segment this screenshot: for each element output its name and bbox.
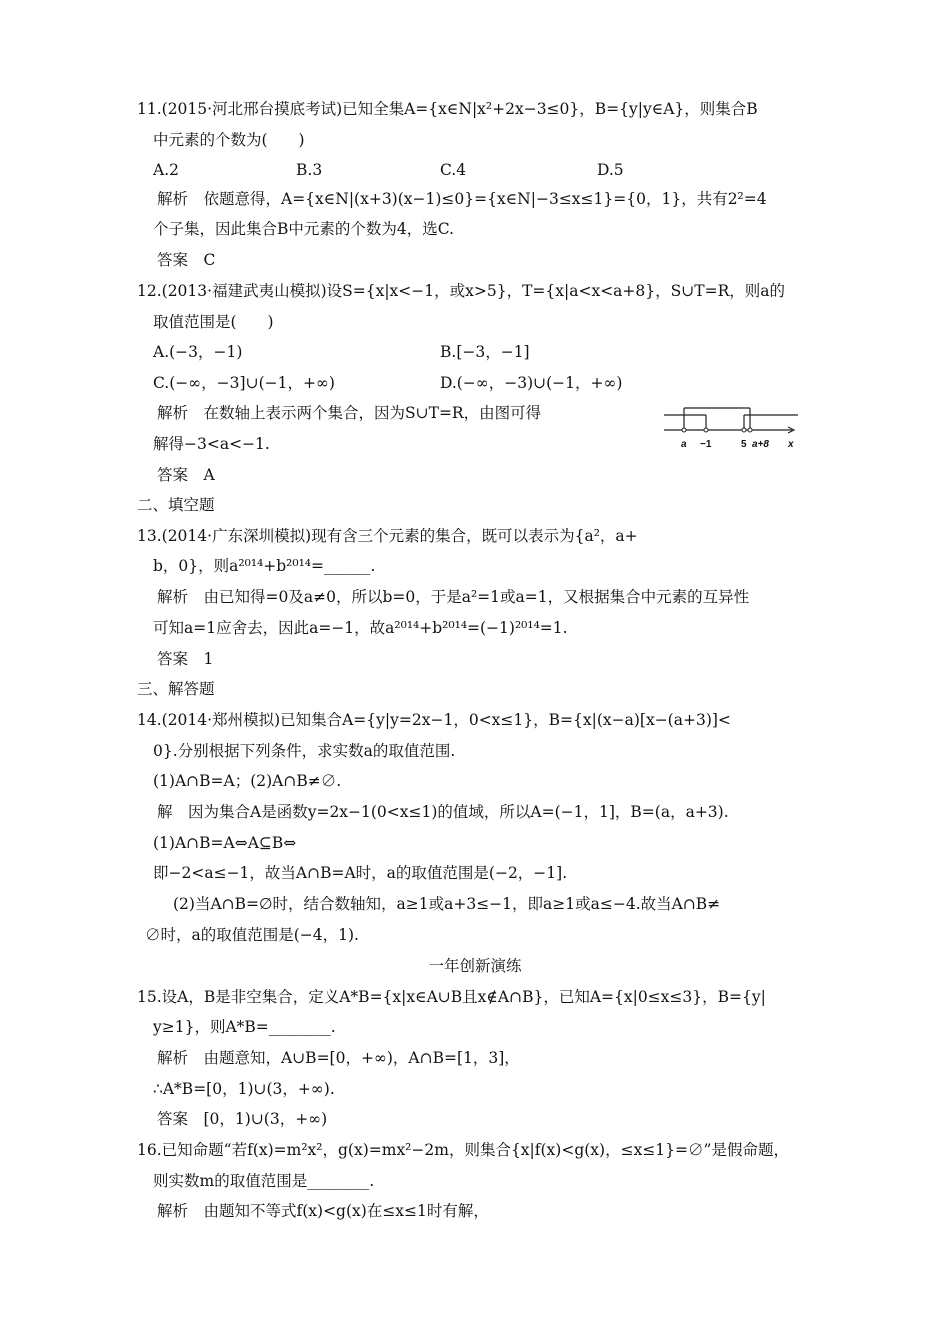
- q16-stem-line2: 则实数m的取值范围是________.: [153, 1172, 375, 1190]
- q11-option-a: A.2: [153, 161, 179, 179]
- q13-stem-line2: b，0}，则a²⁰¹⁴+b²⁰¹⁴=______.: [153, 557, 376, 575]
- q13-answer: 答案 1: [157, 650, 214, 668]
- q13-stem-line1: 13.(2014·广东深圳模拟)现有含三个元素的集合，既可以表示为{a²，a+: [137, 527, 638, 545]
- q15-solution-line1: 解析 由题意知，A∪B=[0，+∞)，A∩B=[1，3]，: [157, 1049, 520, 1067]
- q15-stem-line2: y≥1}，则A*B=________.: [153, 1018, 336, 1036]
- q12-solution-line1: 解析 在数轴上表示两个集合，因为S∪T=R，由图可得: [157, 404, 542, 422]
- label-a: a: [681, 439, 687, 450]
- q12-stem-line1: 12.(2013·福建武夷山模拟)设S={x|x<−1，或x>5}，T={x|a<x<a+8}，S∪T=R，则a的: [137, 282, 785, 300]
- q11-solution-line2: 个子集，因此集合B中元素的个数为4，选C.: [153, 220, 454, 238]
- q15-answer: 答案 [0，1)∪(3，+∞): [157, 1110, 328, 1128]
- q13-solution-line2: 可知a=1应舍去，因此a=−1，故a²⁰¹⁴+b²⁰¹⁴=(−1)²⁰¹⁴=1.: [153, 619, 568, 637]
- q15-stem-line1: 15.设A，B是非空集合，定义A*B={x|x∈A∪B且x∉A∩B}，已知A={x|0≤x≤3}，B={y|: [137, 988, 766, 1006]
- q16-solution-line1: 解析 由题知不等式f(x)<g(x)在≤x≤1时有解，: [157, 1202, 489, 1220]
- q12-option-c: C.(−∞，−3]∪(−1，+∞): [153, 374, 335, 392]
- q14-conditions: (1)A∩B=A；(2)A∩B≠∅.: [153, 772, 342, 790]
- q11-option-d: D.5: [597, 161, 624, 179]
- section-innovation-heading: 一年创新演练: [428, 957, 522, 975]
- q14-stem-line2: 0}.分别根据下列条件，求实数a的取值范围.: [153, 742, 456, 760]
- section-solve-heading: 三、解答题: [137, 680, 215, 698]
- q11-solution-line1: 解析 依题意得，A={x∈N|(x+3)(x−1)≤0}={x∈N|−3≤x≤1}={0，1}，共有2²=4: [157, 190, 767, 208]
- point-5: [742, 428, 746, 432]
- q12-answer: 答案 A: [157, 466, 215, 484]
- q11-option-b: B.3: [296, 161, 323, 179]
- q11-answer: 答案 C: [157, 251, 216, 269]
- q16-stem-line1: 16.已知命题“若f(x)=m²x²，g(x)=mx²−2m，则集合{x|f(x)<g(x)，≤x≤1}=∅”是假命题，: [137, 1141, 789, 1159]
- q14-stem-line1: 14.(2014·郑州模拟)已知集合A={y|y=2x−1，0<x≤1}，B={x|(x−a)[x−(a+3)]<: [137, 711, 731, 729]
- q11-stem-line2: 中元素的个数为( ): [153, 131, 305, 149]
- label-5: 5: [741, 439, 747, 450]
- point-a-plus-8: [748, 428, 752, 432]
- q11-option-c: C.4: [440, 161, 467, 179]
- point-neg1: [704, 428, 708, 432]
- q12-option-a: A.(−3，−1): [153, 343, 243, 361]
- number-line-figure: [664, 404, 800, 454]
- q14-solution-line1: 解 因为集合A是函数y=2x−1(0<x≤1)的值域，所以A=(−1，1]，B=(a，a+3).: [157, 803, 729, 821]
- q13-solution-line1: 解析 由已知得=0及a≠0，所以b=0，于是a²=1或a=1，又根据集合中元素的互异性: [157, 588, 750, 606]
- label-neg1: −1: [700, 439, 712, 450]
- q15-solution-line2: ∴A*B=[0，1)∪(3，+∞).: [153, 1080, 335, 1098]
- section-fill-in-heading: 二、填空题: [137, 496, 215, 514]
- q12-option-d: D.(−∞，−3)∪(−1，+∞): [440, 374, 623, 392]
- q12-solution-line2: 解得−3<a<−1.: [153, 435, 270, 453]
- label-a-plus-8: a+8: [752, 439, 769, 450]
- q11-stem-line1: 11.(2015·河北邢台摸底考试)已知全集A={x∈N|x²+2x−3≤0}，B={y|y∈A}，则集合B: [137, 100, 758, 118]
- q12-option-b: B.[−3，−1]: [440, 343, 530, 361]
- q14-solution-line3: 即−2<a≤−1，故当A∩B=A时，a的取值范围是(−2，−1].: [153, 864, 568, 882]
- point-a: [682, 428, 686, 432]
- label-x: x: [788, 439, 794, 450]
- q14-solution-line2: (1)A∩B=A⇔A⊆B⇔: [153, 834, 297, 852]
- q14-solution-line5: ∅时，a的取值范围是(−4，1).: [145, 926, 359, 944]
- q14-solution-line4: (2)当A∩B=∅时，结合数轴知，a≥1或a+3≤−1，即a≥1或a≤−4.故当A∩B≠: [173, 895, 721, 913]
- q12-stem-line2: 取值范围是( ): [153, 313, 274, 331]
